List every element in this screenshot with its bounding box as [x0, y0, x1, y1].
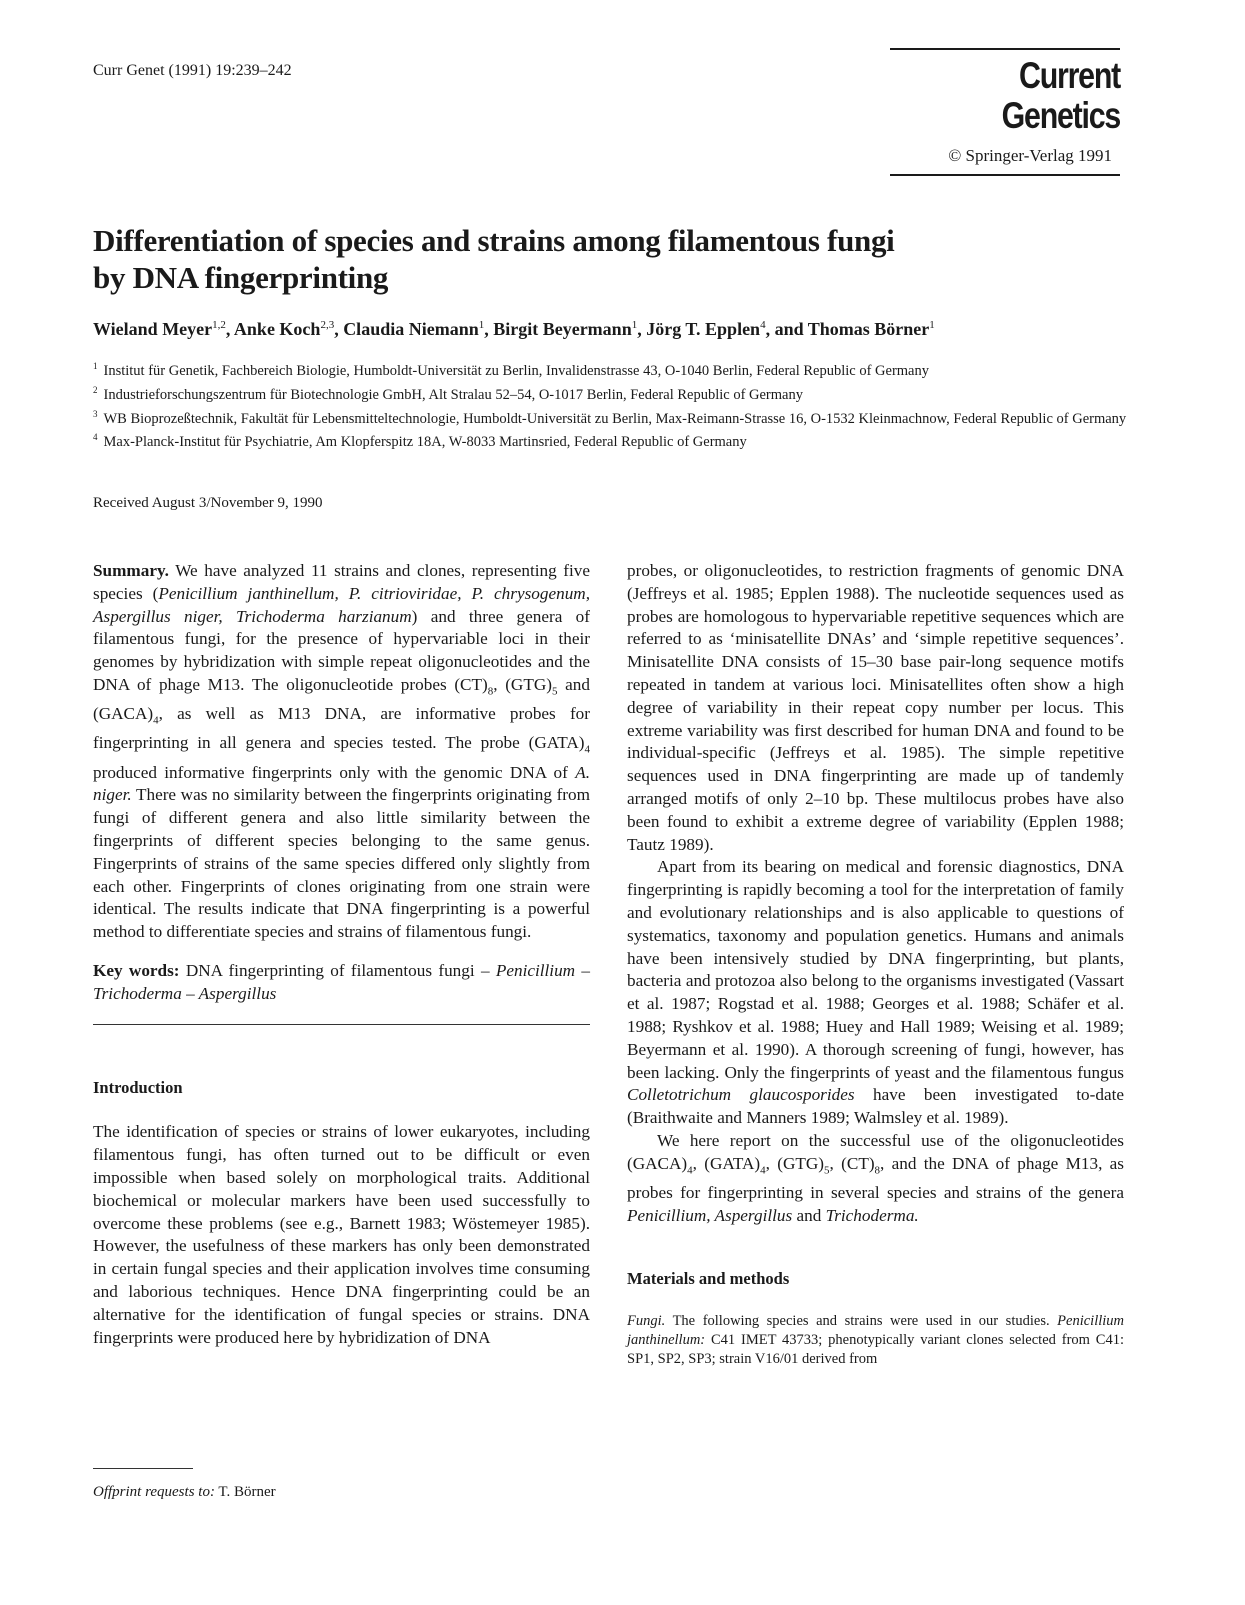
affiliation-text: Max-Planck-Institut für Psychiatrie, Am Klopferspitz 18A, W-8033 Martinsried, Federal Republic of Germany: [103, 434, 747, 451]
summary-species: A. niger.: [93, 762, 590, 805]
author-affil-mark: 1: [929, 319, 935, 331]
affiliation-item: [93, 405, 1133, 429]
right-column: [627, 560, 1124, 1369]
keywords-label: Key words:: [93, 961, 180, 981]
affiliation-number: 4: [93, 432, 98, 443]
journal-citation: Curr Genet (1991) 19:239–242: [93, 62, 292, 79]
genus-names: Penicillium, Aspergillus: [627, 1205, 793, 1225]
summary-label: Summary.: [93, 561, 169, 580]
body-text: Apart from its bearing on medical and forensic diagnostics, DNA fingerprinting is rapidly becoming a tool for the interpretation of family and evolutionary relationships and is also applicable to questions of systematics, taxonomy and population genetics. Humans and animals have been intensively studied by DNA fingerprinting, but plants, bacteria and protozoa also belong to the organisms investigated (Vassart et al. 1987; Rogstad et al. 1988; Georges et al. 1988; Schäfer et al. 1988; Ryshkov et al. 1988; Huey and Hall 1989; Weising et al. 1989; Beyermann et al. 1990). A thorough screening of fungi, however, has been lacking. Only the fingerprints of yeast and the filamentous fungus: [627, 857, 1124, 1082]
left-column: [93, 560, 590, 1349]
author-name: Thomas Börner: [807, 319, 930, 339]
author-name: Wieland Meyer: [93, 319, 213, 339]
affiliation-number: 2: [93, 384, 98, 395]
affiliation-number: 1: [93, 361, 98, 371]
subscript: 5: [551, 685, 558, 698]
body-text: , (GTG): [765, 1153, 825, 1173]
article-title: [93, 222, 1123, 296]
materials-paragraph: [627, 1312, 1124, 1369]
received-date: Received August 3/November 9, 1990: [93, 495, 323, 511]
affiliation-item: [93, 357, 1133, 381]
footnote-name: T. Börner: [214, 1484, 276, 1500]
subscript: 4: [687, 1164, 693, 1177]
run-in-heading: Fungi.: [627, 1313, 666, 1330]
offprint-footnote: [93, 1484, 276, 1501]
footnote-label: Offprint requests to:: [93, 1484, 215, 1500]
journal-name: Current Genetics: [1001, 55, 1120, 136]
summary-text: , as well as M13 DNA, are informative probes for fingerprinting in all genera and species tested. The probe (GATA): [93, 704, 590, 753]
author-name: Claudia Niemann: [343, 319, 479, 339]
masthead-rule-top: [890, 48, 1120, 50]
body-text: C41 IMET 43733; phenotypically variant clones selected from C41: SP1, SP2, SP3; strain V16/01 derived from: [627, 1332, 1124, 1368]
author-separator: ,: [637, 319, 647, 339]
author-affil-mark: 1: [478, 319, 485, 331]
introduction-heading: Introduction: [93, 1077, 183, 1097]
keywords-paragraph: [93, 960, 590, 1006]
author-name: Birgit Beyermann: [493, 319, 632, 339]
affiliation-text: Institut für Genetik, Fachbereich Biologie, Humboldt-Universität zu Berlin, Invalidenstrasse 43, O-1040 Berlin, Federal Republic of Germany: [103, 362, 929, 379]
summary-text: There was no similarity between the fingerprints originating from fungi of different genera and also little similarity between the fingerprints of different species belonging to the same genus. Fingerprints of strains of the same species differed only slightly from each other. Fingerprints of clones originating from one strain were identical. The results indicate that DNA fingerprinting is a powerful method to differentiate species and strains of filamentous fungi.: [93, 785, 590, 942]
subscript: 4: [584, 743, 590, 756]
summary-text: and (GACA): [93, 674, 590, 724]
keywords-text: DNA fingerprinting of filamentous fungi –: [179, 961, 496, 981]
subscript: 5: [824, 1164, 830, 1177]
summary-paragraph: [93, 560, 590, 944]
genus-names: Trichoderma.: [825, 1205, 919, 1225]
body-text: and: [792, 1205, 826, 1225]
affiliation-item: [93, 381, 1133, 405]
species-name: Penicillium janthinellum:: [627, 1313, 1124, 1349]
author-affil-mark: 2,3: [320, 319, 335, 331]
body-text: , and the DNA of phage M13, as probes for fingerprinting in several species and strains of the genera: [627, 1153, 1124, 1202]
subscript: 4: [153, 714, 159, 727]
publisher-copyright: © Springer-Verlag 1991: [948, 146, 1112, 165]
subscript: 4: [760, 1164, 766, 1177]
affiliation-number: 3: [93, 408, 98, 419]
body-text: have been investigated to-date (Braithwaite and Manners 1989; Walmsley et al. 1989).: [627, 1085, 1124, 1128]
journal-masthead: [890, 48, 1120, 176]
affiliation-text: WB Bioprozeßtechnik, Fakultät für Lebensmitteltechnologie, Humboldt-Universität zu Berlin, Max-Reimann-Strasse 16, O-1532 Kleinmachnow, Federal Republic of Germany: [103, 410, 1127, 427]
author-separator: ,: [225, 319, 234, 339]
summary-text: , (GTG): [493, 674, 552, 694]
body-text: , (CT): [829, 1153, 875, 1173]
author-list: [93, 319, 1133, 340]
materials-methods-heading: Materials and methods: [627, 1268, 790, 1288]
summary-text: ) and three genera of filamentous fungi, for the presence of hypervariable loci in their genomes by hybridization with simple repeat oligonucleotides and the DNA of phage M13. The oligonucleotide probes (CT): [93, 606, 590, 694]
keywords-genera: Penicillium – Trichoderma – Aspergillus: [93, 961, 591, 1003]
author-separator: , and: [765, 319, 808, 339]
title-line-2: by DNA fingerprinting: [93, 260, 389, 295]
body-paragraph: [627, 1130, 1124, 1228]
author-name: Anke Koch: [233, 319, 321, 339]
affiliation-text: Industrieforschungszentrum für Biotechnologie GmbH, Alt Stralau 52–54, O-1017 Berlin, Federal Republic of Germany: [103, 386, 803, 403]
footnote-rule: [93, 1468, 193, 1469]
body-text: We here report on the successful use of the oligonucleotides (GACA): [627, 1130, 1124, 1173]
body-text: The following species and strains were used in our studies.: [665, 1313, 1058, 1330]
body-paragraph: [627, 856, 1124, 1130]
summary-text: produced informative fingerprints only with the genomic DNA of: [93, 762, 576, 782]
author-separator: ,: [334, 319, 344, 339]
body-paragraph: probes, or oligonucleotides, to restriction fragments of genomic DNA (Jeffreys et al. 1985; Epplen 1988). The nucleotide sequences used as probes are homologous to hypervariable repetitive sequences which are referred to as ‘minisatellite DNAs’ and ‘simple repetitive sequences’. Minisatellite DNA consists of 15–30 base pair-long sequence motifs repeated in tandem at various loci. Minisatellites often show a high degree of variability in their repeat copy number per locus. This extreme variability was first described for human DNA and found to be individual-specific (Jeffreys et al. 1985). The simple repetitive sequences used in DNA fingerprinting are made up of tandemly arranged motifs of only 2–10 bp. These multilocus probes have also been found to exhibit a extreme degree of variability (Epplen 1988; Tautz 1989).: [627, 561, 1124, 854]
body-text: , (GATA): [692, 1153, 761, 1173]
summary-species: Penicillium janthinellum, P. citrioviridae, P. chrysogenum, Aspergillus niger, Trichoderma harzianum: [93, 583, 590, 626]
author-affil-mark: 1,2: [212, 319, 226, 331]
summary-text: We have analyzed 11 strains and clones, representing five species (: [93, 561, 590, 603]
author-affil-mark: 1: [631, 319, 638, 331]
author-separator: ,: [484, 319, 494, 339]
affiliation-item: [93, 428, 1133, 452]
author-affil-mark: 4: [760, 319, 766, 331]
subscript: 8: [874, 1164, 881, 1177]
author-name: Jörg T. Epplen: [646, 319, 761, 339]
affiliation-list: [93, 357, 1133, 452]
introduction-paragraph: The identification of species or strains of lower eukaryotes, including filamentous fungi, has often turned out to be difficult or even impossible when based solely on morphological traits. Additional biochemical or molecular markers have been used successfully to overcome these problems (see e.g., Barnett 1983; Wöstemeyer 1985). However, the usefulness of these markers has only been demonstrated in certain fungal species and their application involves time consuming and laborious techniques. Hence DNA fingerprinting could be an alternative for the identification of fungal species or strains. DNA fingerprints were produced here by hybridization of DNA: [93, 1122, 590, 1347]
title-line-1: Differentiation of species and strains among filamentous fungi: [93, 223, 895, 258]
subscript: 8: [487, 685, 494, 698]
species-name: Colletotrichum glaucosporides: [627, 1085, 855, 1105]
masthead-rule-bottom: [890, 174, 1120, 176]
section-divider: [93, 1024, 590, 1025]
